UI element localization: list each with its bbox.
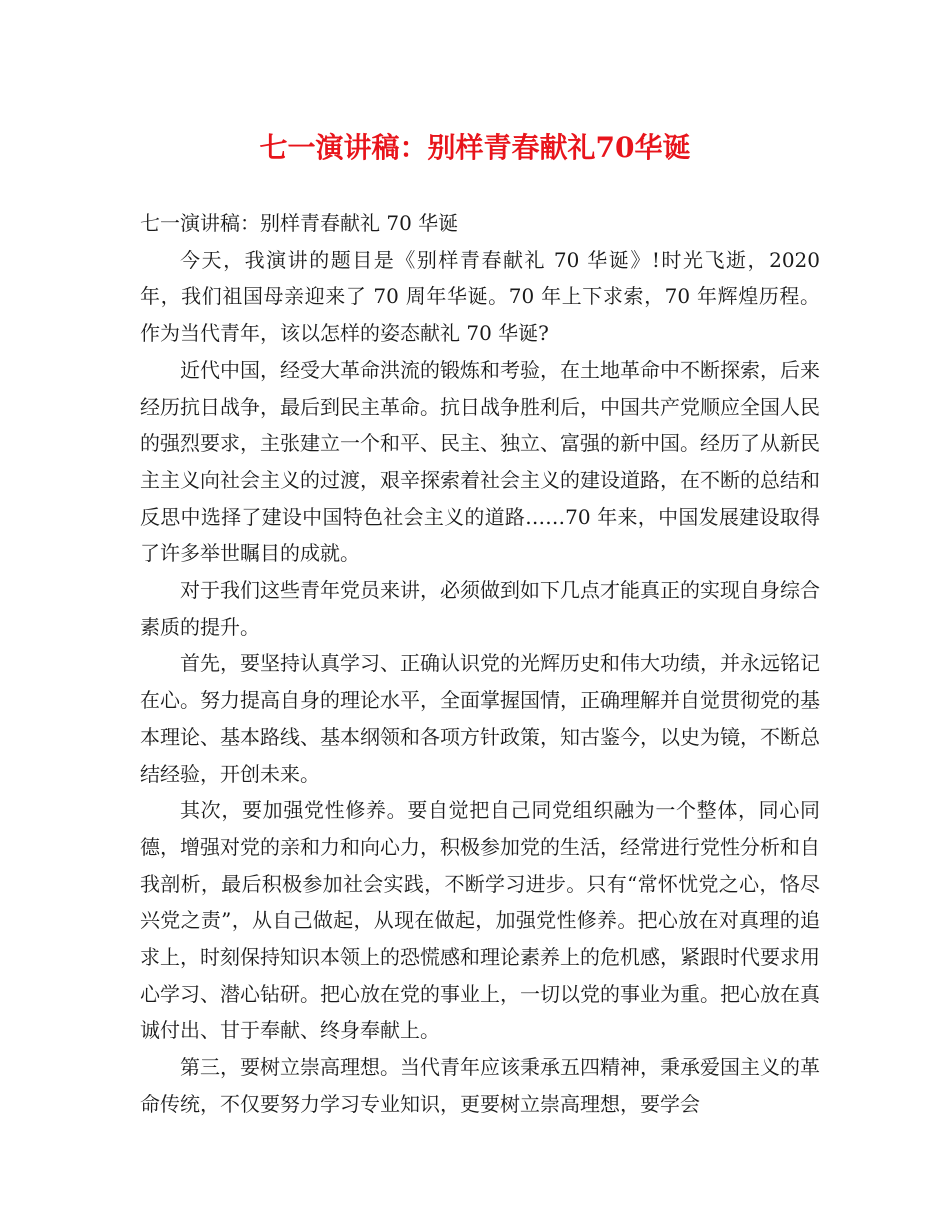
document-subtitle: 七一演讲稿：别样青春献礼 70 华诞 (140, 211, 459, 235)
paragraph-2: 近代中国，经受大革命洪流的锻炼和考验，在土地革命中不断探索，后来经历抗日战争，最后到民主革命。抗日战争胜利后，中国共产党顺应全国人民的强烈要求，主张建立一个和平、民主、独立、富强的新中国。经历了从新民主主义向社会主义的过渡，艰辛探索着社会主义的建设道路，在不断的总结和反思中选择了建设中国特色社会主义的道路……70 年来，中国发展建设取得了许多举世瞩目的成就。 (140, 357, 820, 566)
paragraph-4: 首先，要坚持认真学习、正确认识党的光辉历史和伟大功绩，并永远铭记在心。努力提高自身的理论水平，全面掌握国情，正确理解并自觉贯彻党的基本理论、基本路线、基本纲领和各项方针政策，知古鉴今，以史为镜，不断总结经验，开创未来。 (140, 651, 820, 786)
paragraph-3: 对于我们这些青年党员来讲，必须做到如下几点才能真正的实现自身综合素质的提升。 (140, 578, 820, 639)
paragraph-1: 今天，我演讲的题目是《别样青春献礼 70 华诞》!时光飞逝，2020 年，我们祖国母亲迎来了 70 周年华诞。70 年上下求索，70 年辉煌历程。作为当代青年，该以怎样的姿态献礼 70 华诞? (140, 247, 820, 346)
document-title: 七一演讲稿：别样青春献礼70华诞 (259, 131, 691, 164)
paragraph-5: 其次，要加强党性修养。要自觉把自己同党组织融为一个整体，同心同德，增强对党的亲和力和向心力，积极参加党的生活，经常进行党性分析和自我剖析，最后积极参加社会实践，不断学习进步。只有“常怀忧党之心，恪尽兴党之责”，从自己做起，从现在做起，加强党性修养。把心放在对真理的追求上，时刻保持知识本领上的恐慌感和理论素养上的危机感，紧跟时代要求用心学习、潜心钻研。把心放在党的事业上，一切以党的事业为重。把心放在真诚付出、甘于奉献、终身奉献上。 (140, 798, 820, 1043)
document-body (140, 205, 820, 1123)
paragraph-6: 第三，要树立崇高理想。当代青年应该秉承五四精神，秉承爱国主义的革命传统，不仅要努力学习专业知识，更要树立崇高理想，要学会 (140, 1055, 820, 1116)
